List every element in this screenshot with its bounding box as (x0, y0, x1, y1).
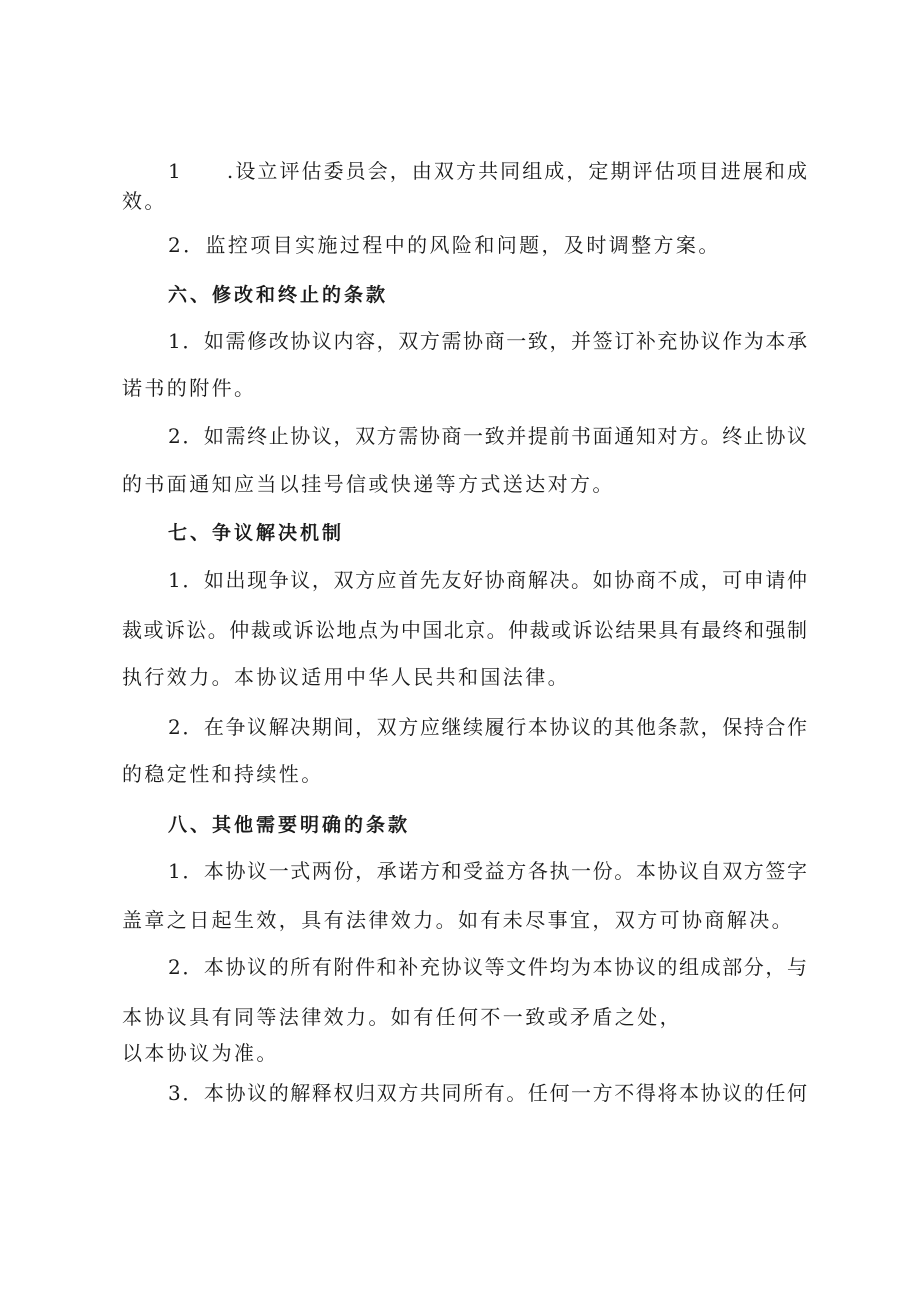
s6-item2-line1: 2．如需终止协议，双方需协商一致并提前书面通知对方。终止协议 (168, 424, 807, 448)
s8-item1-line1: 1．本协议一式两份，承诺方和受益方各执一份。本协议自双方签字 (168, 859, 807, 883)
s8-item2-line2: 本协议具有同等法律效力。如有任何不一致或矛盾之处， (122, 1005, 682, 1029)
s7-item2-line2: 的稳定性和持续性。 (122, 762, 324, 786)
s5-item2: 2．监控项目实施过程中的风险和问题，及时调整方案。 (168, 233, 721, 257)
s7-item1-line2: 裁或诉讼。仲裁或诉讼地点为中国北京。仲裁或诉讼结果具有最终和强制 (122, 618, 807, 642)
section6-heading: 六、修改和终止的条款 (168, 284, 389, 306)
s5-item1-line2: 效。 (122, 189, 167, 213)
s7-item1-line1: 1．如出现争议，双方应首先友好协商解决。如协商不成，可申请仲 (168, 568, 807, 592)
s7-item2-line1: 2．在争议解决期间，双方应继续履行本协议的其他条款，保持合作 (168, 715, 807, 739)
section7-heading: 七、争议解决机制 (168, 522, 345, 544)
s8-item3-line1: 3．本协议的解释权归双方共同所有。任何一方不得将本协议的任何 (168, 1081, 807, 1105)
s6-item2-line2: 的书面通知应当以挂号信或快递等方式送达对方。 (122, 472, 615, 496)
s8-item1-line2: 盖章之日起生效，具有法律效力。如有未尽事宜，双方可协商解决。 (122, 908, 794, 932)
s7-item1-line3: 执行效力。本协议适用中华人民共和国法律。 (122, 665, 570, 689)
s6-item1-line2: 诺书的附件。 (122, 376, 257, 400)
s6-item1-line1: 1．如需修改协议内容，双方需协商一致，并签订补充协议作为本承 (168, 329, 807, 353)
s8-item2-line1: 2．本协议的所有附件和补充协议等文件均为本协议的组成部分，与 (168, 955, 807, 979)
section8-heading: 八、其他需要明确的条款 (168, 814, 411, 836)
s5-item1-line1: 1 .设立评估委员会，由双方共同组成，定期评估项目进展和成 (168, 159, 807, 183)
s8-item2-line3: 以本协议为准。 (122, 1041, 279, 1065)
